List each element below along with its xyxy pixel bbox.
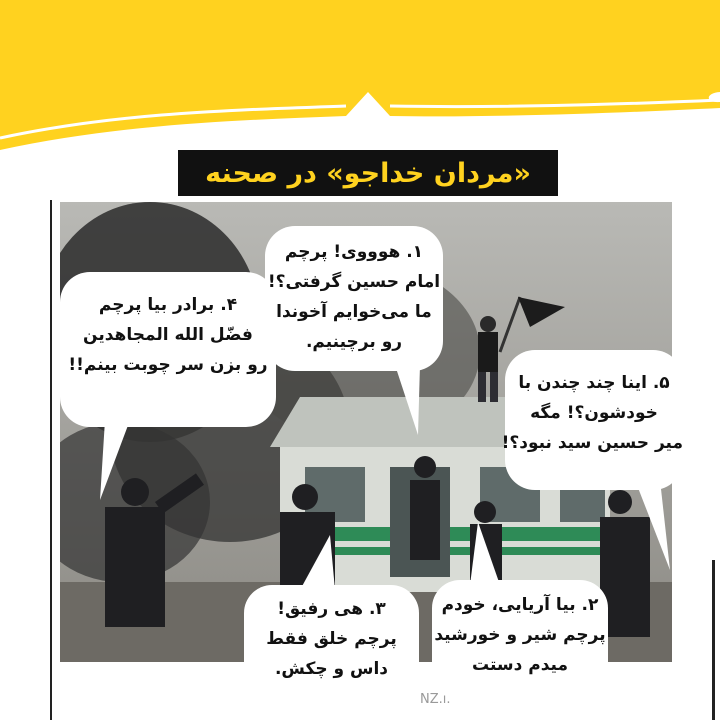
bubble-1-text — [265, 237, 443, 357]
bubble-4-text — [60, 290, 276, 380]
bubble-line: ۲. بیا آریایی، خودم — [441, 595, 599, 615]
bubble-line: ۱. هوووی! پرچم — [284, 242, 424, 262]
bubble-3-text — [244, 594, 419, 684]
bubble-line: میر حسین سید نبود؟! — [501, 433, 683, 453]
bubble-line: ما می‌خوایم آخوندا — [276, 302, 432, 322]
bubble-line: رو برچینیم. — [305, 332, 403, 352]
bubble-line: ۳. هی رفیق! — [277, 599, 386, 619]
bubble-line: خودشون؟! مگه — [530, 403, 658, 423]
bubble-2-text — [432, 590, 608, 680]
watermark: NZ.ı. — [420, 692, 451, 707]
bubble-line: پرچم خلق فقط — [266, 629, 397, 649]
bubble-line: پرچم شیر و خورشید — [434, 625, 606, 645]
page-title: «مردان خداجو» در صحنه — [205, 157, 531, 189]
bubble-line: داس و چکش. — [274, 659, 389, 679]
bubble-line: میدم دستت — [471, 655, 569, 675]
bubble-line: ۴. برادر بیا پرچم — [98, 295, 238, 315]
bubble-line: فضّل الله المجاهدین — [83, 325, 253, 345]
bubble-line: امام حسین گرفتی؟! — [267, 272, 441, 292]
bubble-line: رو بزن سر چوبت بینم!! — [68, 355, 268, 375]
bubble-line: ۵. اینا چند چندن با — [518, 373, 670, 393]
bubble-5-text — [501, 368, 683, 458]
